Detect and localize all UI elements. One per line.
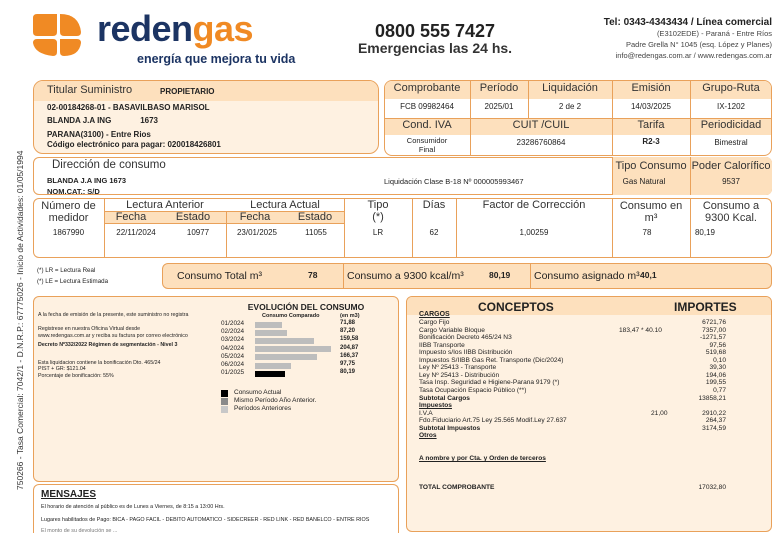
terceros-label: A nombre y por Cta. y Orden de terceros [419,455,546,462]
concept-label: Bonificación Decreto 465/24 N3 [419,334,512,342]
legend-actual-label: Consumo Actual [234,389,282,396]
periodo-label: Período [479,82,519,94]
cuit-value: 23286760864 [516,138,566,147]
contact-line-1: Tel: 0343-4343434 / Línea comercial [603,17,772,28]
messages-line-2: Lugares habilitados de Pago: BICA - PAGO FACIL - DEBITO AUTOMATICO - SIDECREER - RED LINK - RED BANELCO - ENTRE RIOS [41,517,370,523]
evolution-col-label: Consumo Comparado [262,313,320,319]
evolution-bar [255,363,291,369]
tipo-label: Tipo [367,199,389,211]
concept-amount: 199,55 [705,379,726,387]
customer-role: PROPIETARIO [160,87,215,96]
evolution-value-label: 80,19 [340,369,356,376]
concept-label: Tasa Ocupación Espacio Público (**) [419,386,527,394]
periodicidad-value: Bimestral [714,138,748,147]
evolution-period-label: 01/2024 [221,320,245,327]
medidor-label: Número de medidor [41,200,96,224]
consumo-asignado-value: 40,1 [640,270,657,280]
concept-label: Ley Nº 25413 - Distribución [419,371,500,379]
anterior-estado-label: Estado [175,211,211,223]
lectura-actual-label: Lectura Actual [250,199,320,211]
evolution-value-label: 159,58 [340,336,359,343]
comprobante-value: FCB 09982464 [400,102,454,111]
tipo-consumo-value: Gas Natural [622,177,666,186]
actual-estado-label: Estado [297,211,333,223]
legend-actual-swatch [221,390,228,397]
concept-label: IIBB Transporte [419,341,465,349]
concept-amount: 7357,00 [702,326,726,334]
evolution-value-label: 71,88 [340,320,356,326]
evolution-value-label: 87,20 [340,328,356,335]
evolution-bar [255,371,285,377]
emision-value: 14/03/2025 [630,102,672,111]
concept-quantity: 183,47 * 40.10 [619,326,662,334]
concept-label: Ley Nº 25413 - Transporte [419,364,497,372]
messages-title: MENSAJES [41,489,97,500]
consumo-asignado-label: Consumo asignado m³ [534,270,640,282]
concept-label: Cargo Fijo [419,319,450,326]
anterior-fecha-value: 22/11/2024 [116,228,156,237]
liquidacion-clase: Liquidación Clase B-18 Nº 000005993467 [384,177,524,186]
evolution-bar [255,346,331,352]
concept-amount: 6721,76 [702,319,726,326]
lr-note: (*) LR = Lectura Real [37,267,96,274]
info-text-3c: Porcentaje de bonificación: 55% [38,373,114,379]
tipo-consumo-label: Tipo Consumo [615,160,687,172]
tipo-value: LR [372,228,384,237]
comprobante-label: Comprobante [393,82,461,94]
customer-title: Titular Suministro [47,84,133,96]
evolution-bar [255,354,317,360]
concept-label: Impuesto s/Ios IIBB Distribución [419,349,513,357]
brand-wordmark [97,8,253,50]
cuit-label: CUIT /CUIL [512,119,570,131]
periodo-value: 2025/01 [484,102,514,111]
concepts-title: CONCEPTOS [478,300,554,314]
iva-label: Cond. IVA [402,119,452,131]
evolution-value-label: 204,87 [340,344,359,351]
brand-name: redengas [97,8,254,49]
concept-amount: 264,37 [705,417,726,425]
lectura-anterior-label: Lectura Anterior [126,199,204,211]
evolution-period-label: 04/2024 [221,344,245,352]
consumo-kcal-label: Consumo a 9300 Kcal. [702,200,760,224]
anterior-estado-value: 10977 [186,228,210,237]
total-comprobante-value: 17032,80 [698,484,726,491]
concept-label: Subtotal Cargos [419,394,470,402]
importes-title: IMPORTES [674,300,737,314]
contact-line-3: Padre Grella N° 1045 (esq. López y Planes) [626,40,772,49]
evolution-value-label: 166,37 [340,352,359,359]
consumption-address-title: Dirección de consumo [52,159,166,171]
concept-label: Fdo.Fiduciario Art.75 Ley 25.565 Modif.Ley 27.637 [419,417,567,425]
total-comprobante-label: TOTAL COMPROBANTE [419,484,495,491]
concept-amount: 3174,59 [702,424,726,432]
medidor-value: 1867990 [52,228,85,237]
concept-row [419,432,729,440]
legend-mismo-swatch [221,398,228,405]
tarifa-label: Tarifa [637,119,665,131]
concept-amount: 39,30 [709,364,726,372]
sidebar-registration-text: 750266 - Tasa Comercial: 7042/1 - D.N.R.P.: 67775026 - Inicio de Actividades: 01/05/1994 [15,150,25,490]
contact-line-4: info@redengas.com.ar / www.redengas.com.ar [615,51,772,60]
tipo-note: (*) [372,211,384,223]
concept-amount: 519,68 [705,349,726,357]
dias-label: Días [422,199,446,211]
evolution-period-label: 05/2024 [221,352,245,360]
legend-periodos-label: Períodos Anteriores [234,405,292,412]
iva-value: Consumidor Final [406,136,448,154]
contact-line-2: (E3102EDE) - Paraná - Entre Ríos [656,29,772,38]
actual-fecha-value: 23/01/2025 [236,228,278,237]
evolution-bar [255,330,287,336]
evolution-bar [255,322,282,328]
customer-address-1: BLANDA J.A ING 1673 [47,116,158,125]
factor-value: 1,00259 [519,228,549,237]
brand-tagline: energía que mejora tu vida [137,52,296,66]
concept-amount: 0,10 [713,356,726,364]
consumo-kcal-total-label: Consumo a 9300 kcal/m³ [347,270,464,282]
liquidacion-label: Liquidación [542,82,598,94]
messages-line-1: El horario de atención al público es de Lunes a Viernes, de 8:15 a 13:00 Hrs. [41,504,225,510]
consumo-total-value: 78 [308,270,318,280]
decreto-text: Decreto Nº332/2022 Régimen de segmentación - Nivel 3 [38,342,178,348]
concept-label: Impuestos S/IIBB Gas Ret. Transporte (Dic/2024) [419,356,564,364]
legend-mismo-label: Mismo Período Año Anterior. [234,397,317,404]
evolution-period-label: 06/2024 [221,361,245,368]
concept-amount: 13858,21 [698,394,726,402]
evolution-period-label: 01/2025 [221,369,245,377]
factor-label: Factor de Corrección [482,199,586,211]
liquidacion-value: 2 de 2 [558,102,582,111]
consumo-m3-value: 78 [642,228,652,237]
concept-label: Subtotal Impuestos [419,424,481,432]
emision-label: Emisión [631,82,671,94]
evolution-title: EVOLUCIÓN DEL CONSUMO [247,302,365,312]
periodicidad-label: Periodicidad [700,119,762,131]
info-text-2b: www.redengas.com.ar y reciba su factura por correo electrónico [38,333,188,339]
info-text-1: A la fecha de emisión de la presente, este suministro no registra [38,312,189,318]
concept-quantity: 21,00 [651,409,668,417]
evolution-value-label: 97,75 [340,361,356,367]
actual-estado-value: 11055 [305,228,327,237]
consumo-kcal-total-value: 80,19 [489,270,511,280]
consumo-total-label: Consumo Total m³ [177,270,263,282]
actual-fecha-label: Fecha [239,211,271,223]
emergency-label: Emergencias las 24 hs. [357,40,513,56]
phone-number: 0800 555 7427 [374,21,496,41]
concept-amount: 194,06 [705,371,726,379]
concept-amount: 2910,22 [702,409,726,417]
consumo-m3-label: Consumo en m³ [619,200,683,224]
evolution-period-label: 02/2024 [221,328,245,336]
legend-periodos-swatch [221,406,228,413]
electronic-payment-code: Código electrónico para pagar: 020018426801 [47,140,221,149]
evolution-period-label: 03/2024 [221,336,245,344]
poder-calorifico-value: 9537 [722,177,740,186]
consumption-address-value: BLANDA J.A ING 1673 [47,176,127,185]
cargos-label: CARGOS [419,311,450,318]
concept-label: Tasa Insp. Seguridad e Higiene-Parana 9179 (*) [419,379,560,387]
info-text-3a: Esta liquidacion contiene la bonificación Dto. 465/24 [38,360,161,366]
evolution-bar [255,338,314,344]
poder-calorifico-label: Poder Calorífico [691,160,771,172]
info-text-2a: Registrese en nuestra Oficina Virtual desde [38,326,141,332]
info-text-3b: PIST + GR: $121.04 [38,366,86,372]
nomcat-value: NOM.CAT.: S/D [47,187,100,196]
dias-value: 62 [429,228,439,237]
anterior-fecha-label: Fecha [115,211,147,223]
concept-amount: -1271,57 [699,334,726,342]
tarifa-value: R2-3 [642,137,660,146]
messages-line-3: El monto de su devolución se ... [41,528,118,533]
concept-amount: 97,56 [709,341,726,349]
customer-id-line: 02-00184268-01 - BASAVILBASO MARISOL [47,103,210,112]
le-note: (*) LE = Lectura Estimada [37,278,109,285]
concept-label: Cargo Variable Bloque [419,326,485,334]
concept-label: Impuestos [419,402,452,410]
grupo-ruta-value: IX-1202 [716,102,746,111]
consumo-kcal-value: 80,19 [694,228,716,237]
grupo-ruta-label: Grupo-Ruta [702,82,760,94]
logo-icon [33,12,83,58]
concept-label: I.V.A [419,409,433,417]
concept-amount: 0,77 [713,386,726,394]
customer-address-2: PARANA(3100) - Entre Rios [47,130,151,139]
concept-label: Otros [419,432,437,440]
evolution-unit-label: (en m3) [340,313,360,319]
